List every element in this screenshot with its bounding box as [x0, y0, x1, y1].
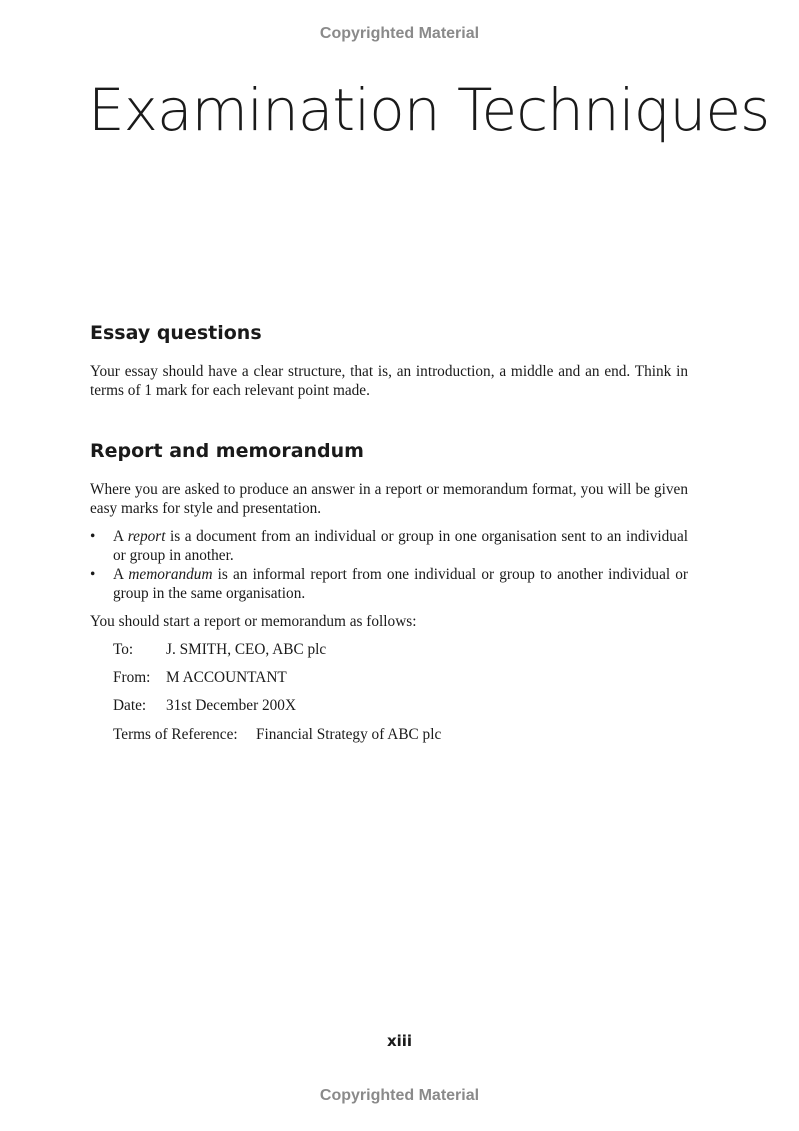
memo-from-value: M ACCOUNTANT [166, 669, 287, 686]
memo-terms-value: Financial Strategy of ABC plc [256, 726, 442, 743]
bullet-icon: • [90, 566, 96, 583]
page-number: xiii [386, 1032, 413, 1050]
bullet-text: is an informal report from one individual or group to another individual or group in the same organisation. [113, 566, 688, 602]
memo-terms-label: Terms of Reference: [113, 726, 238, 743]
memo-date-label: Date: [113, 697, 147, 714]
bullet-text: is a document from an individual or group in one organisation sent to an individual or group in another. [113, 528, 688, 564]
section-heading-report: Report and memorandum [90, 440, 364, 462]
section-heading-essay: Essay questions [90, 322, 262, 344]
bullet-icon: • [90, 528, 96, 545]
memo-to-value: J. SMITH, CEO, ABC plc [166, 641, 327, 658]
memo-to-label: To: [113, 641, 134, 658]
report-paragraph: Where you are asked to produce an answer in a report or memorandum format, you will be given easy marks for style and presentation. [90, 481, 688, 517]
memo-date-value: 31st December 200X [166, 697, 296, 714]
list-item [90, 566, 688, 603]
bullet-term: report [127, 528, 166, 545]
bullet-prefix: A [113, 566, 129, 583]
memo-from-label: From: [113, 669, 151, 686]
copyright-watermark-bottom: Copyrighted Material [319, 1087, 480, 1104]
bullet-prefix: A [113, 528, 128, 545]
bullet-term: memorandum [128, 566, 213, 583]
bullet-list [90, 528, 688, 604]
memo-terms-row [113, 726, 441, 744]
memo-from-row [113, 669, 287, 687]
memo-intro: You should start a report or memorandum as follows: [90, 613, 417, 630]
essay-paragraph: Your essay should have a clear structure, that is, an introduction, a middle and an end. Think in terms of 1 mark for each relevant point made. [90, 363, 688, 399]
copyright-watermark-top: Copyrighted Material [319, 25, 480, 42]
memo-to-row [113, 641, 326, 659]
page-title: Examination Techniques [88, 76, 770, 144]
list-item [90, 528, 688, 565]
memo-date-row [113, 697, 296, 715]
